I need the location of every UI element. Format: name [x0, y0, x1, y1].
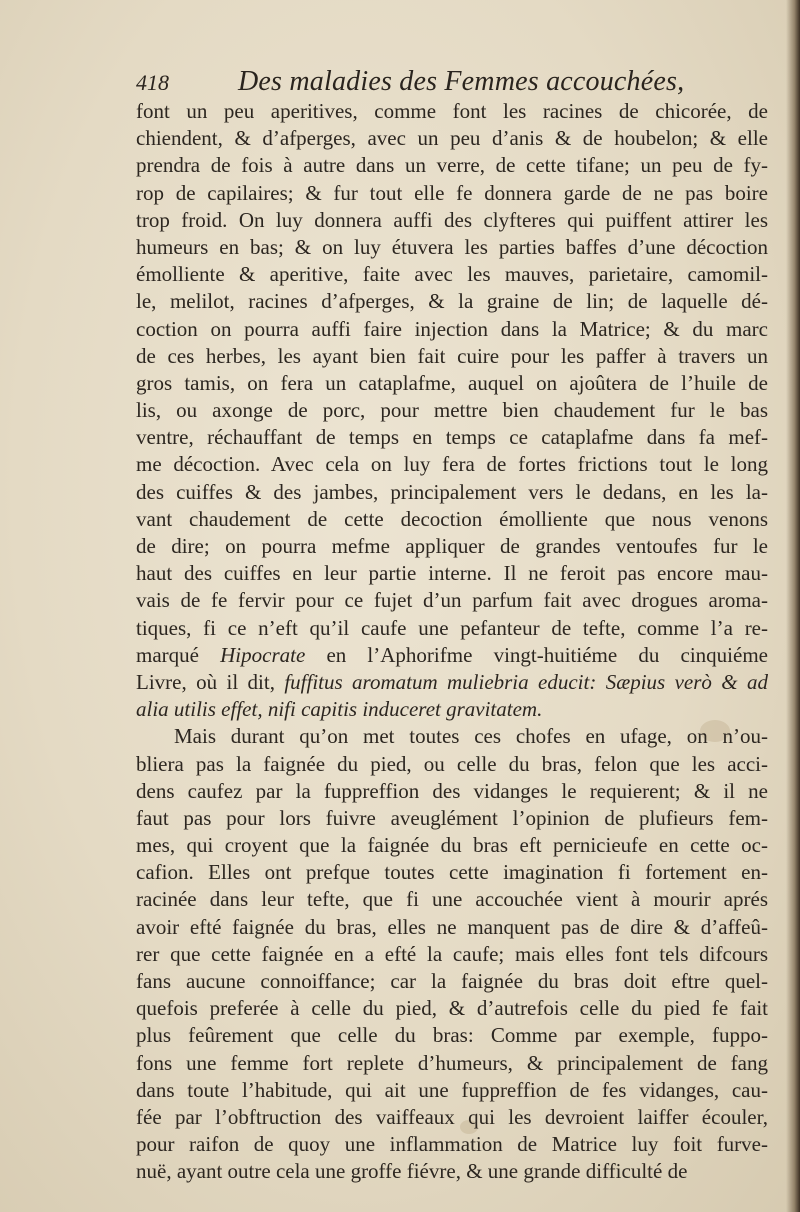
text-line: [136, 479, 768, 506]
text-segment: fée par l’obftruction des vaiffeaux qui les devroient laiffer écouler,: [136, 1104, 768, 1129]
text-line: [136, 1131, 768, 1158]
text-line: [136, 1077, 768, 1104]
text-line: [136, 451, 768, 478]
text-line: [136, 914, 768, 941]
text-line: [136, 1022, 768, 1049]
text-segment: tiques, fi ce n’eft qu’il caufe une pefanteur de tefte, comme l’a re-: [136, 615, 768, 640]
text-line: [136, 778, 768, 805]
body-text: [136, 98, 768, 1186]
text-line: [136, 397, 768, 424]
text-line: [136, 696, 768, 723]
text-line: [136, 1104, 768, 1131]
text-line: [136, 180, 768, 207]
text-line: [136, 1158, 768, 1185]
text-line: [136, 995, 768, 1022]
text-segment: gros tamis, on fera un cataplafme, auquel on ajoûtera de l’huile de: [136, 370, 768, 395]
text-segment: fons une femme fort replete d’humeurs, & principalement de fang: [136, 1050, 768, 1075]
text-line: [136, 1050, 768, 1077]
text-segment: coction on pourra auffi faire injection dans la Matrice; & du marc: [136, 316, 768, 341]
text-segment: Mais durant qu’on met toutes ces chofes en ufage, on n’ou-: [174, 724, 768, 749]
text-segment: pour raifon de quoy une inflammation de Matrice luy foit furve-: [136, 1132, 768, 1157]
text-line: [136, 370, 768, 397]
text-segment: en l’Aphorifme vingt-huitiéme du cinquiéme: [305, 642, 768, 667]
text-segment: bliera pas la faignée du pied, ou celle du bras, felon que les acci-: [136, 751, 768, 776]
text-segment: lis, ou axonge de porc, pour mettre bien chaudement fur le bas: [136, 398, 768, 423]
text-line: [136, 98, 768, 125]
text-segment: haut des cuiffes en leur partie interne. Il ne feroit pas encore mau-: [136, 561, 768, 586]
italic-text: fuffitus aromatum muliebria educit: Sæpius verò & ad: [284, 669, 768, 694]
text-segment: vant chaudement de cette decoction émolliente que nous venons: [136, 506, 768, 531]
text-segment: racinée dans leur tefte, que fi une accouchée vient à mourir aprés: [136, 887, 768, 912]
text-line: [136, 234, 768, 261]
text-segment: font un peu aperitives, comme font les racines de chicorée, de: [136, 99, 768, 123]
text-segment: cafion. Elles ont prefque toutes cette imagination fi fortement en-: [136, 860, 768, 885]
text-segment: humeurs en bas; & on luy étuvera les parties baffes d’une décoction: [136, 234, 768, 259]
text-line: [136, 642, 768, 669]
text-segment: nuë, ayant outre cela une groffe fiévre, & une grande difficulté de: [136, 1159, 688, 1184]
text-line: [136, 723, 768, 750]
page-edge-shadow: [786, 0, 800, 1212]
text-line: [136, 533, 768, 560]
text-line: [136, 587, 768, 614]
text-segment: trop froid. On luy donnera auffi des clyfteres qui puiffent attirer les: [136, 207, 768, 232]
text-line: [136, 261, 768, 288]
text-segment: faut pas pour lors fuivre aveuglément l’opinion de plufieurs fem-: [136, 805, 768, 830]
text-segment: chiendent, & d’afperges, avec un peu d’anis & de houbelon; & elle: [136, 126, 768, 151]
text-line: [136, 941, 768, 968]
text-segment: de ces herbes, les ayant bien fait cuire pour les paffer à travers un: [136, 343, 768, 368]
text-segment: ventre, réchauffant de temps en temps ce cataplafme dans fa mef-: [136, 425, 768, 450]
text-line: [136, 805, 768, 832]
text-line: [136, 125, 768, 152]
text-segment: me décoction. Avec cela on luy fera de fortes frictions tout le long: [136, 452, 768, 477]
text-line: [136, 886, 768, 913]
text-segment: rop de capilaires; & fur tout elle fe donnera garde de ne pas boire: [136, 180, 768, 205]
text-line: [136, 669, 768, 696]
text-segment: marqué: [136, 642, 221, 667]
text-line: [136, 615, 768, 642]
text-segment: fans aucune connoiffance; car la faignée du bras doit eftre quel-: [136, 969, 768, 993]
text-line: [136, 288, 768, 315]
text-line: [136, 859, 768, 886]
text-line: [136, 207, 768, 234]
page-number: 418: [136, 70, 169, 95]
text-line: [136, 316, 768, 343]
text-segment: rer que cette faignée en a efté la caufe; mais elles font tels difcours: [136, 941, 768, 966]
text-line: [136, 424, 768, 451]
text-line: [136, 968, 768, 995]
text-line: [136, 152, 768, 179]
text-line: [136, 751, 768, 778]
text-segment: Livre, où il dit,: [136, 669, 285, 694]
text-segment: émolliente & aperitive, faite avec les mauves, parietaire, camomil-: [136, 262, 768, 287]
text-line: [136, 343, 768, 370]
text-segment: avoir efté faignée du bras, elles ne manquent pas de dire & d’affeû-: [136, 914, 768, 939]
italic-text: alia utilis effet, nifi capitis induceret gravitatem.: [136, 697, 543, 722]
text-segment: dans toute l’habitude, qui ait une fuppreffion de fes vidanges, cau-: [136, 1077, 768, 1102]
text-line: [136, 832, 768, 859]
text-segment: quefois preferée à celle du pied, & d’autrefois celle du pied fe fait: [136, 996, 768, 1021]
text-segment: plus feûrement que celle du bras: Comme par exemple, fuppo-: [136, 1023, 768, 1048]
text-line: [136, 560, 768, 587]
text-line: [136, 506, 768, 533]
text-segment: mes, qui croyent que la faignée du bras eft pernicieufe en cette oc-: [136, 833, 768, 858]
text-segment: vais de fe fervir pour ce fujet d’un parfum fait avec drogues aroma-: [136, 588, 768, 613]
running-head: Des maladies des Femmes accouchées,: [238, 66, 685, 97]
text-segment: le, melilot, racines d’afperges, & la graine de lin; de laquelle dé-: [136, 289, 768, 314]
text-segment: des cuiffes & des jambes, principalement vers le dedans, en les la-: [136, 479, 768, 504]
italic-text: Hipocrate: [220, 642, 306, 667]
text-segment: de dire; on pourra mefme appliquer de grandes ventoufes fur le: [136, 534, 768, 558]
text-segment: prendra de fois à autre dans un verre, de cette tifane; un peu de fy-: [136, 153, 768, 178]
text-segment: dens caufez par la fuppreffion des vidanges le requierent; & il ne: [136, 778, 768, 803]
